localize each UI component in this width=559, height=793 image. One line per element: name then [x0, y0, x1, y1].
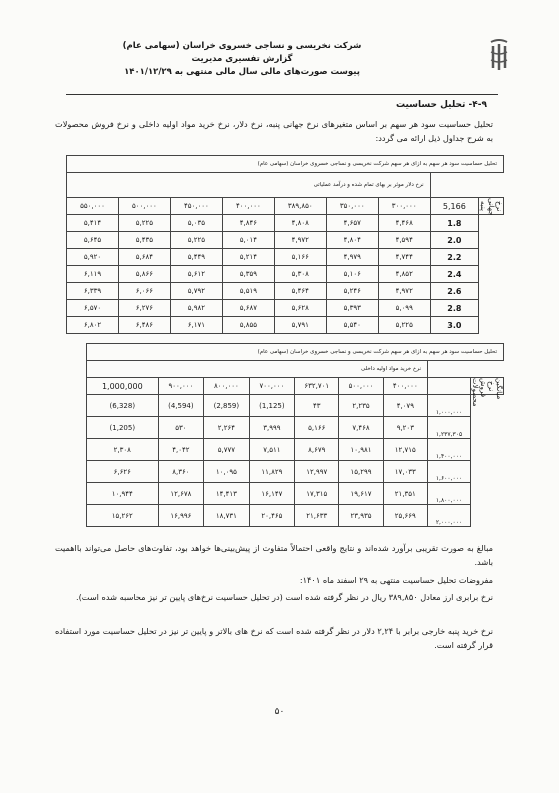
- table-row: [87, 439, 504, 461]
- table2-row-label: ۱,۲۳۷,۳۰۵: [428, 417, 471, 439]
- table1-cell: ۵,۳۵۹: [222, 266, 274, 283]
- note-estimate: مبالغ به صورت تقریبی برآورد شده‌اند و نتایج واقعی احتمالاً متفاوت از پیش‌بینی‌ها خواهد بود، تفاوت‌های حاصل می‌تواند بااهمیت باشد.: [55, 543, 493, 567]
- table1-cell: ۵,۲۲۵: [170, 232, 222, 249]
- table1-cell: ۴,۸۴۶: [222, 215, 274, 232]
- table-row: [67, 249, 504, 266]
- table1-cell: ۶,۸۰۲: [67, 317, 119, 334]
- table1-cell: ۵,۹۸۲: [170, 300, 222, 317]
- company-name: شرکت نخریسی و نساجی خسروی خراسان (سهامی عام): [122, 41, 362, 51]
- note-exchange-rate: نرخ برابری ارز معادل ۳۸۹,۸۵۰ ریال در نظر گرفته شده است (در تحلیل حساسیت نرخ‌های پایین تر نیز محاسبه شده است).: [75, 592, 493, 602]
- table1-row-label: 3.0: [430, 317, 478, 334]
- table2-col-header: ۴۰۰,۰۰۰: [383, 378, 427, 395]
- table1-cell: ۵,۲۴۶: [326, 283, 378, 300]
- table1-cell: ۵,۴۳۵: [118, 232, 170, 249]
- table2-cell: ۲۳,۹۳۵: [339, 505, 383, 527]
- table2-cell: ۱۱,۸۲۹: [249, 461, 295, 483]
- table2-cell: ۱۴,۴۱۳: [204, 483, 250, 505]
- table1-cell: ۶,۴۸۶: [118, 317, 170, 334]
- table2-cell: ۱۲,۹۹۷: [295, 461, 339, 483]
- table2-cell: ۱۷,۰۳۳: [383, 461, 427, 483]
- table2-cell: ۸,۳۶۰: [158, 461, 204, 483]
- table1-cell: ۵,۱۰۶: [326, 266, 378, 283]
- table2-col-header: ۵۰۰,۰۰۰: [339, 378, 383, 395]
- table1-subcaption: نرخ دلار موثر بر بهای تمام شده و درآمد عملیاتی: [67, 173, 431, 198]
- table1-row-label: 2.8: [430, 300, 478, 317]
- table1-cell: ۵,۱۶۶: [274, 249, 326, 266]
- table2-cell: ۱۲,۶۷۸: [158, 483, 204, 505]
- table2-cell: ۷,۵۱۱: [249, 439, 295, 461]
- table1-col-header: ۳۰۰,۰۰۰: [378, 198, 430, 215]
- table2-cell: ۲,۳۰۸: [87, 439, 159, 461]
- table2-cell: (1,125): [249, 395, 295, 417]
- table2-cell: ۵,۷۷۷: [204, 439, 250, 461]
- table1-row-label: 2.2: [430, 249, 478, 266]
- table2-cell: ۲۵,۶۶۹: [383, 505, 427, 527]
- table1-cell: ۴,۹۷۹: [326, 249, 378, 266]
- table2-caption: تحلیل حساسیت سود هر سهم به ازای هر سهم شرکت نخریسی و نساجی خسروی خراسان (سهامی عام): [87, 344, 504, 361]
- table1-cell: ۴,۴۶۸: [378, 215, 430, 232]
- table1-cell: ۴,۵۹۴: [378, 232, 430, 249]
- table2-side-label: میانگین نرخ فروش محصولات: [471, 378, 503, 407]
- table1-cell: ۵,۰۳۵: [170, 215, 222, 232]
- table1-cell: ۴,۹۷۲: [274, 232, 326, 249]
- table2-cell: ۵,۱۶۶: [295, 417, 339, 439]
- table2-col-header: ۶۳۲,۷۰۱: [295, 378, 339, 395]
- table1-cell: ۵,۳۰۸: [274, 266, 326, 283]
- table-row: [67, 283, 504, 300]
- table1-cell: ۶,۰۶۶: [118, 283, 170, 300]
- table1-row-label: 2.6: [430, 283, 478, 300]
- table-row: [87, 483, 504, 505]
- table-row: [67, 317, 504, 334]
- table1-row-label: 1.8: [430, 215, 478, 232]
- table2-cell: ۱۰,۹۴۴: [87, 483, 159, 505]
- table1-cell: ۴,۸۵۲: [378, 266, 430, 283]
- table1-cell: ۵,۴۴۹: [170, 249, 222, 266]
- table2-col-header: ۷۰۰,۰۰۰: [249, 378, 295, 395]
- table2-cell: ۱۰,۹۸۱: [339, 439, 383, 461]
- table1-cell: ۵,۴۱۴: [67, 215, 119, 232]
- table1-cell: ۵,۵۱۹: [222, 283, 274, 300]
- table-row: [67, 232, 504, 249]
- table1-cell: ۵,۶۲۸: [274, 300, 326, 317]
- table-row: [87, 505, 504, 527]
- table1-cell: ۶,۵۷۰: [67, 300, 119, 317]
- table1-col-header: ۵۵۰,۰۰۰: [67, 198, 119, 215]
- table2-cell: ۲۰,۴۶۵: [249, 505, 295, 527]
- company-logo: [487, 38, 511, 74]
- table2-cell: ۲,۲۳۵: [339, 395, 383, 417]
- table1-col-header: ۳۸۹,۸۵۰: [274, 198, 326, 215]
- table2-cell: ۷,۴۶۸: [339, 417, 383, 439]
- table1-cell: ۵,۶۱۲: [170, 266, 222, 283]
- table1-col-header: ۴۰۰,۰۰۰: [222, 198, 274, 215]
- table1-cell: ۶,۳۳۹: [67, 283, 119, 300]
- table1-cell: ۴,۹۷۲: [378, 283, 430, 300]
- table2-cell: ۱۲,۷۱۵: [383, 439, 427, 461]
- table2-cell: ۱۵,۲۹۹: [339, 461, 383, 483]
- table1-cell: ۴,۸۰۴: [326, 232, 378, 249]
- table1-cell: ۴,۸۰۸: [274, 215, 326, 232]
- table1-cell: ۶,۱۱۹: [67, 266, 119, 283]
- table1-cell: ۵,۴۶۴: [274, 283, 326, 300]
- table-row: [67, 215, 504, 232]
- table2-cell: ۴۳: [295, 395, 339, 417]
- sensitivity-table-material-sales: [86, 343, 504, 527]
- sensitivity-table-cotton-dollar: [66, 155, 504, 334]
- table1-cell: ۵,۲۲۵: [118, 215, 170, 232]
- table1-cell: ۵,۰۹۹: [378, 300, 430, 317]
- note-assumptions-heading: مفروضات تحلیل حساسیت منتهی به ۲۹ اسفند ماه ۱۴۰۱:: [299, 575, 493, 585]
- table1-cell: ۵,۵۴۰: [326, 317, 378, 334]
- header-divider: [66, 94, 498, 95]
- table2-row-label: ۱,۴۰۰,۰۰۰: [428, 439, 471, 461]
- table1-cell: ۵,۷۹۲: [170, 283, 222, 300]
- table1-corner-value: 5,166: [430, 198, 478, 215]
- table1-row-label: 2.0: [430, 232, 478, 249]
- table1-cell: ۶,۲۷۶: [118, 300, 170, 317]
- table1-cell: ۴,۶۵۷: [326, 215, 378, 232]
- table1-cell: ۵,۳۹۳: [326, 300, 378, 317]
- table2-cell: ۱۶,۱۴۷: [249, 483, 295, 505]
- table2-subcaption: نرخ خرید مواد اولیه داخلی: [87, 361, 428, 378]
- table1-row-label: 2.4: [430, 266, 478, 283]
- table1-col-header: ۴۵۰,۰۰۰: [170, 198, 222, 215]
- table2-cell: ۱۰,۰۹۵: [204, 461, 250, 483]
- table2-col-header: ۹۰۰,۰۰۰: [158, 378, 204, 395]
- page-number: ۵۰: [274, 707, 285, 717]
- table1-col-header: ۵۰۰,۰۰۰: [118, 198, 170, 215]
- table1-caption: تحلیل حساسیت سود هر سهم به ازای هر سهم شرکت نخریسی و نساجی خسروی خراسان (سهامی عام): [67, 156, 504, 173]
- table2-col-header: ۸۰۰,۰۰۰: [204, 378, 250, 395]
- table2-cell: ۱۷,۳۱۵: [295, 483, 339, 505]
- table-row: [67, 300, 504, 317]
- section-title: ۴-۹- تحلیل حساسیت: [395, 100, 487, 110]
- document-header: [0, 40, 484, 79]
- table1-cell: ۵,۷۹۱: [274, 317, 326, 334]
- table2-cell: (1,205): [87, 417, 159, 439]
- table-row: [67, 266, 504, 283]
- report-period: پیوست صورت‌های مالی سال مالی منتهی به ۱۴۰۱/۱۲/۲۹: [124, 67, 360, 77]
- table2-corner-value: 1,000,000: [87, 378, 159, 395]
- table1-cell: ۵,۸۶۶: [118, 266, 170, 283]
- table2-cell: ۴,۰۷۹: [383, 395, 427, 417]
- table2-cell: ۱۹,۶۱۷: [339, 483, 383, 505]
- table2-cell: ۶,۶۲۶: [87, 461, 159, 483]
- table2-cell: ۹,۲۰۳: [383, 417, 427, 439]
- table2-cell: (6,328): [87, 395, 159, 417]
- table2-cell: ۱۶,۹۹۶: [158, 505, 204, 527]
- table1-cell: ۵,۲۲۵: [378, 317, 430, 334]
- table2-cell: (2,859): [204, 395, 250, 417]
- table1-cell: ۴,۷۴۴: [378, 249, 430, 266]
- table2-row-label: ۱,۸۰۰,۰۰۰: [428, 483, 471, 505]
- table1-cell: ۶,۱۷۱: [170, 317, 222, 334]
- report-title: گزارش تفسیری مدیریت: [191, 54, 293, 64]
- table2-cell: ۱۸,۷۳۱: [204, 505, 250, 527]
- table2-row-label: ۱,۶۰۰,۰۰۰: [428, 461, 471, 483]
- table2-cell: ۲۱,۳۵۱: [383, 483, 427, 505]
- table1-cell: ۵,۶۸۴: [118, 249, 170, 266]
- table1-cell: ۵,۰۱۴: [222, 232, 274, 249]
- table-row: [87, 417, 504, 439]
- table1-cell: ۵,۶۴۵: [67, 232, 119, 249]
- table-row: [87, 461, 504, 483]
- table1-cell: ۵,۸۵۵: [222, 317, 274, 334]
- table1-col-header: ۳۵۰,۰۰۰: [326, 198, 378, 215]
- table2-cell: (4,594): [158, 395, 204, 417]
- table2-row-label: ۱,۰۰۰,۰۰۰: [428, 395, 471, 417]
- table2-row-label: ۲,۰۰۰,۰۰۰: [428, 505, 471, 527]
- table-row: [87, 395, 504, 417]
- table2-cell: ۴,۰۴۲: [158, 439, 204, 461]
- table2-cell: ۲,۲۶۴: [204, 417, 250, 439]
- table2-cell: ۳,۹۹۹: [249, 417, 295, 439]
- table1-side-label: نرخ جهانی پنبه: [479, 198, 503, 216]
- intro-paragraph: تحلیل حساسیت سود هر سهم بر اساس متغیرهای نرخ جهانی پنبه، نرخ دلار، نرخ خرید مواد اولیه داخلی و نرخ فروش محصولات به شرح جداول ذیل ارائه می گردد:: [55, 119, 493, 143]
- table1-cell: ۵,۲۱۴: [222, 249, 274, 266]
- table1-cell: ۵,۶۸۷: [222, 300, 274, 317]
- table2-cell: ۵۳۰: [158, 417, 204, 439]
- table2-cell: ۱۵,۲۶۲: [87, 505, 159, 527]
- table2-cell: ۸,۶۷۹: [295, 439, 339, 461]
- note-cotton-rate: نرخ خرید پنبه خارجی برابر با ۲,۲۴ دلار در نظر گرفته شده است که نرخ های بالاتر و پایین تر نیز در تحلیل حساسیت مورد استفاده قرار گرفته است.: [55, 626, 493, 650]
- table1-cell: ۵,۹۲۰: [67, 249, 119, 266]
- table2-cell: ۲۱,۶۳۳: [295, 505, 339, 527]
